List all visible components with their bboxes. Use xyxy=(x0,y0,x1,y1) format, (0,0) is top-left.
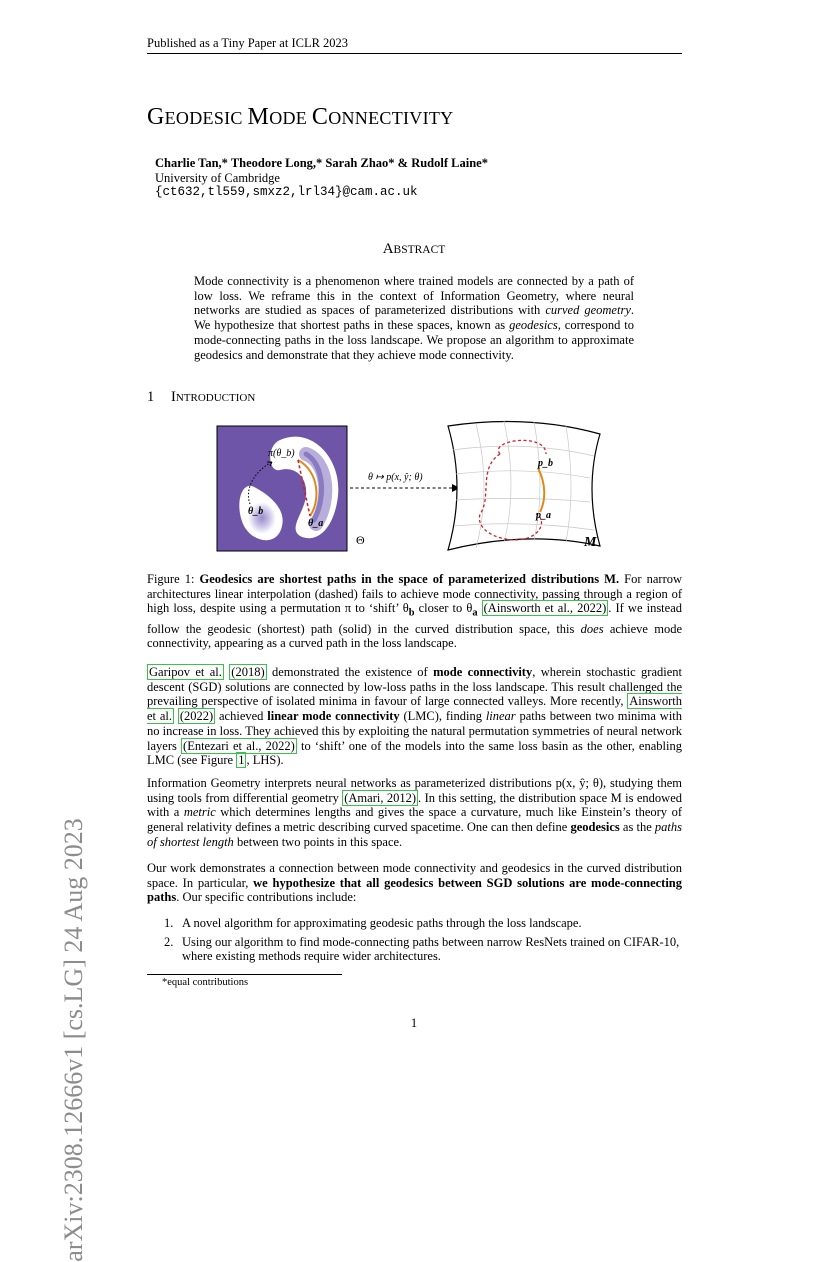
citation-link[interactable]: (Entezari et al., 2022) xyxy=(183,738,295,753)
abstract-text: Mode connectivity is a phenomenon where trained models are connected by a path of low loss. We reframe this in the context of Information Geometry, where neural networks are studied as spaces of parameterized distributions with curved geometry. We hypothesize that shortest paths in these spaces, known as geodesics, correspond to mode-connecting paths in the loss landscape. We propose an algorithm to approximate geodesics and demonstrate that they achieve mode connectivity. xyxy=(194,274,634,362)
figure-1 xyxy=(216,418,612,558)
header-rule xyxy=(147,53,682,54)
citation-link[interactable]: (Amari, 2012) xyxy=(344,790,417,805)
list-item: 1. A novel algorithm for approximating geodesic paths through the loss landscape. xyxy=(164,916,582,930)
footnote-rule xyxy=(147,974,342,975)
footnote: *equal contributions xyxy=(162,977,249,988)
citation-link[interactable]: (2022) xyxy=(179,709,214,724)
intro-paragraph-3: Our work demonstrates a connection between mode connectivity and geodesics in the curved distribution space. In particular, we hypothesize that all geodesics between SGD solutions are mode-connecting paths. Our specific contributions include: xyxy=(147,861,683,905)
author-names: Charlie Tan,* Theodore Long,* Sarah Zhao* & Rudolf Laine* xyxy=(155,156,488,170)
citation-link[interactable]: Ainsworth et al. xyxy=(147,694,682,724)
figure-ref-link[interactable]: 1 xyxy=(238,753,245,768)
label-pi-theta-b: π(θ_b) xyxy=(268,448,295,459)
label-M: M xyxy=(584,535,597,550)
label-Theta: Θ xyxy=(356,533,365,547)
list-item: 2. Using our algorithm to find mode-connecting paths between narrow ResNets trained on CIFAR-10, where existing methods require wider architectures. xyxy=(164,934,680,964)
paper-title: GEODESIC MODE CONNECTIVITY xyxy=(147,104,454,130)
label-pa: p_a xyxy=(536,510,551,521)
page-number: 1 xyxy=(410,1016,418,1030)
intro-paragraph-2: Information Geometry interprets neural networks as parameterized distributions p(x, ŷ; θ), studying them using tools from differential geometry (Amari, 2012) . In this setting, the distribution space M is endowed with a metric which determines lengths and gives the space a curvature, much like Einstein’s theory of general relativity defines a metric describing curved spacetime. One can then define geodesics as the paths of shortest length between two points in this space. xyxy=(147,776,683,849)
author-emails: {ct632,tl559,smxz2,lrl34}@cam.ac.uk xyxy=(155,185,418,199)
author-block xyxy=(155,156,488,200)
arxiv-stamp: arXiv:2308.12666v1 [cs.LG] 24 Aug 2023 xyxy=(59,818,88,1262)
figure-caption: Figure 1: Geodesics are shortest paths in the space of parameterized distributions M. For narrow architectures linear interpolation (dashed) fails to achieve mode connectivity, passing through a region of high loss, despite using a permutation π to ‘shift’ $\theta_b$ closer to $\theta_a$ (Ainsworth et al., 2022) . If we instead follow the geodesic (shortest) path (solid) in the curved distribution space, this does achieve mode connectivity, appearing as a curved path in the loss landscape. xyxy=(147,572,683,651)
mapping-label: θ ↦ p(x, ŷ; θ) xyxy=(368,472,423,483)
label-pb: p_b xyxy=(538,458,553,469)
running-header: Published as a Tiny Paper at ICLR 2023 xyxy=(147,36,349,50)
label-theta-a: θ_a xyxy=(308,518,324,529)
affiliation: University of Cambridge xyxy=(155,170,280,185)
label-theta-b: θ_b xyxy=(248,506,264,517)
citation-link[interactable]: (2018) xyxy=(231,665,265,679)
citation-link[interactable]: (Ainsworth et al., 2022) xyxy=(483,601,607,616)
intro-paragraph-1: Garipov et al. (2018) demonstrated the existence of mode connectivity, wherein stochastic gradient descent (SGD) solutions are connected by low-loss paths in the loss landscape. This result challenged the prevailing perspective of isolated minima in favour of large connected valleys. More recently, Ainsworth et al. (2022) achieved linear mode connectivity (LMC), finding linear paths between two minima with no increase in loss. They achieved this by exploiting the natural permutation symmetries of neural network layers (Entezari et al., 2022) to ‘shift’ one of the models into the same loss basin as the other, enabling LMC (see Figure 1 , LHS). xyxy=(147,665,683,768)
section-heading-introduction: 1 INTRODUCTION xyxy=(147,389,256,405)
citation-link[interactable]: Garipov et al. xyxy=(149,665,222,679)
contributions-list xyxy=(164,916,682,968)
abstract-heading: ABSTRACT xyxy=(382,241,446,257)
